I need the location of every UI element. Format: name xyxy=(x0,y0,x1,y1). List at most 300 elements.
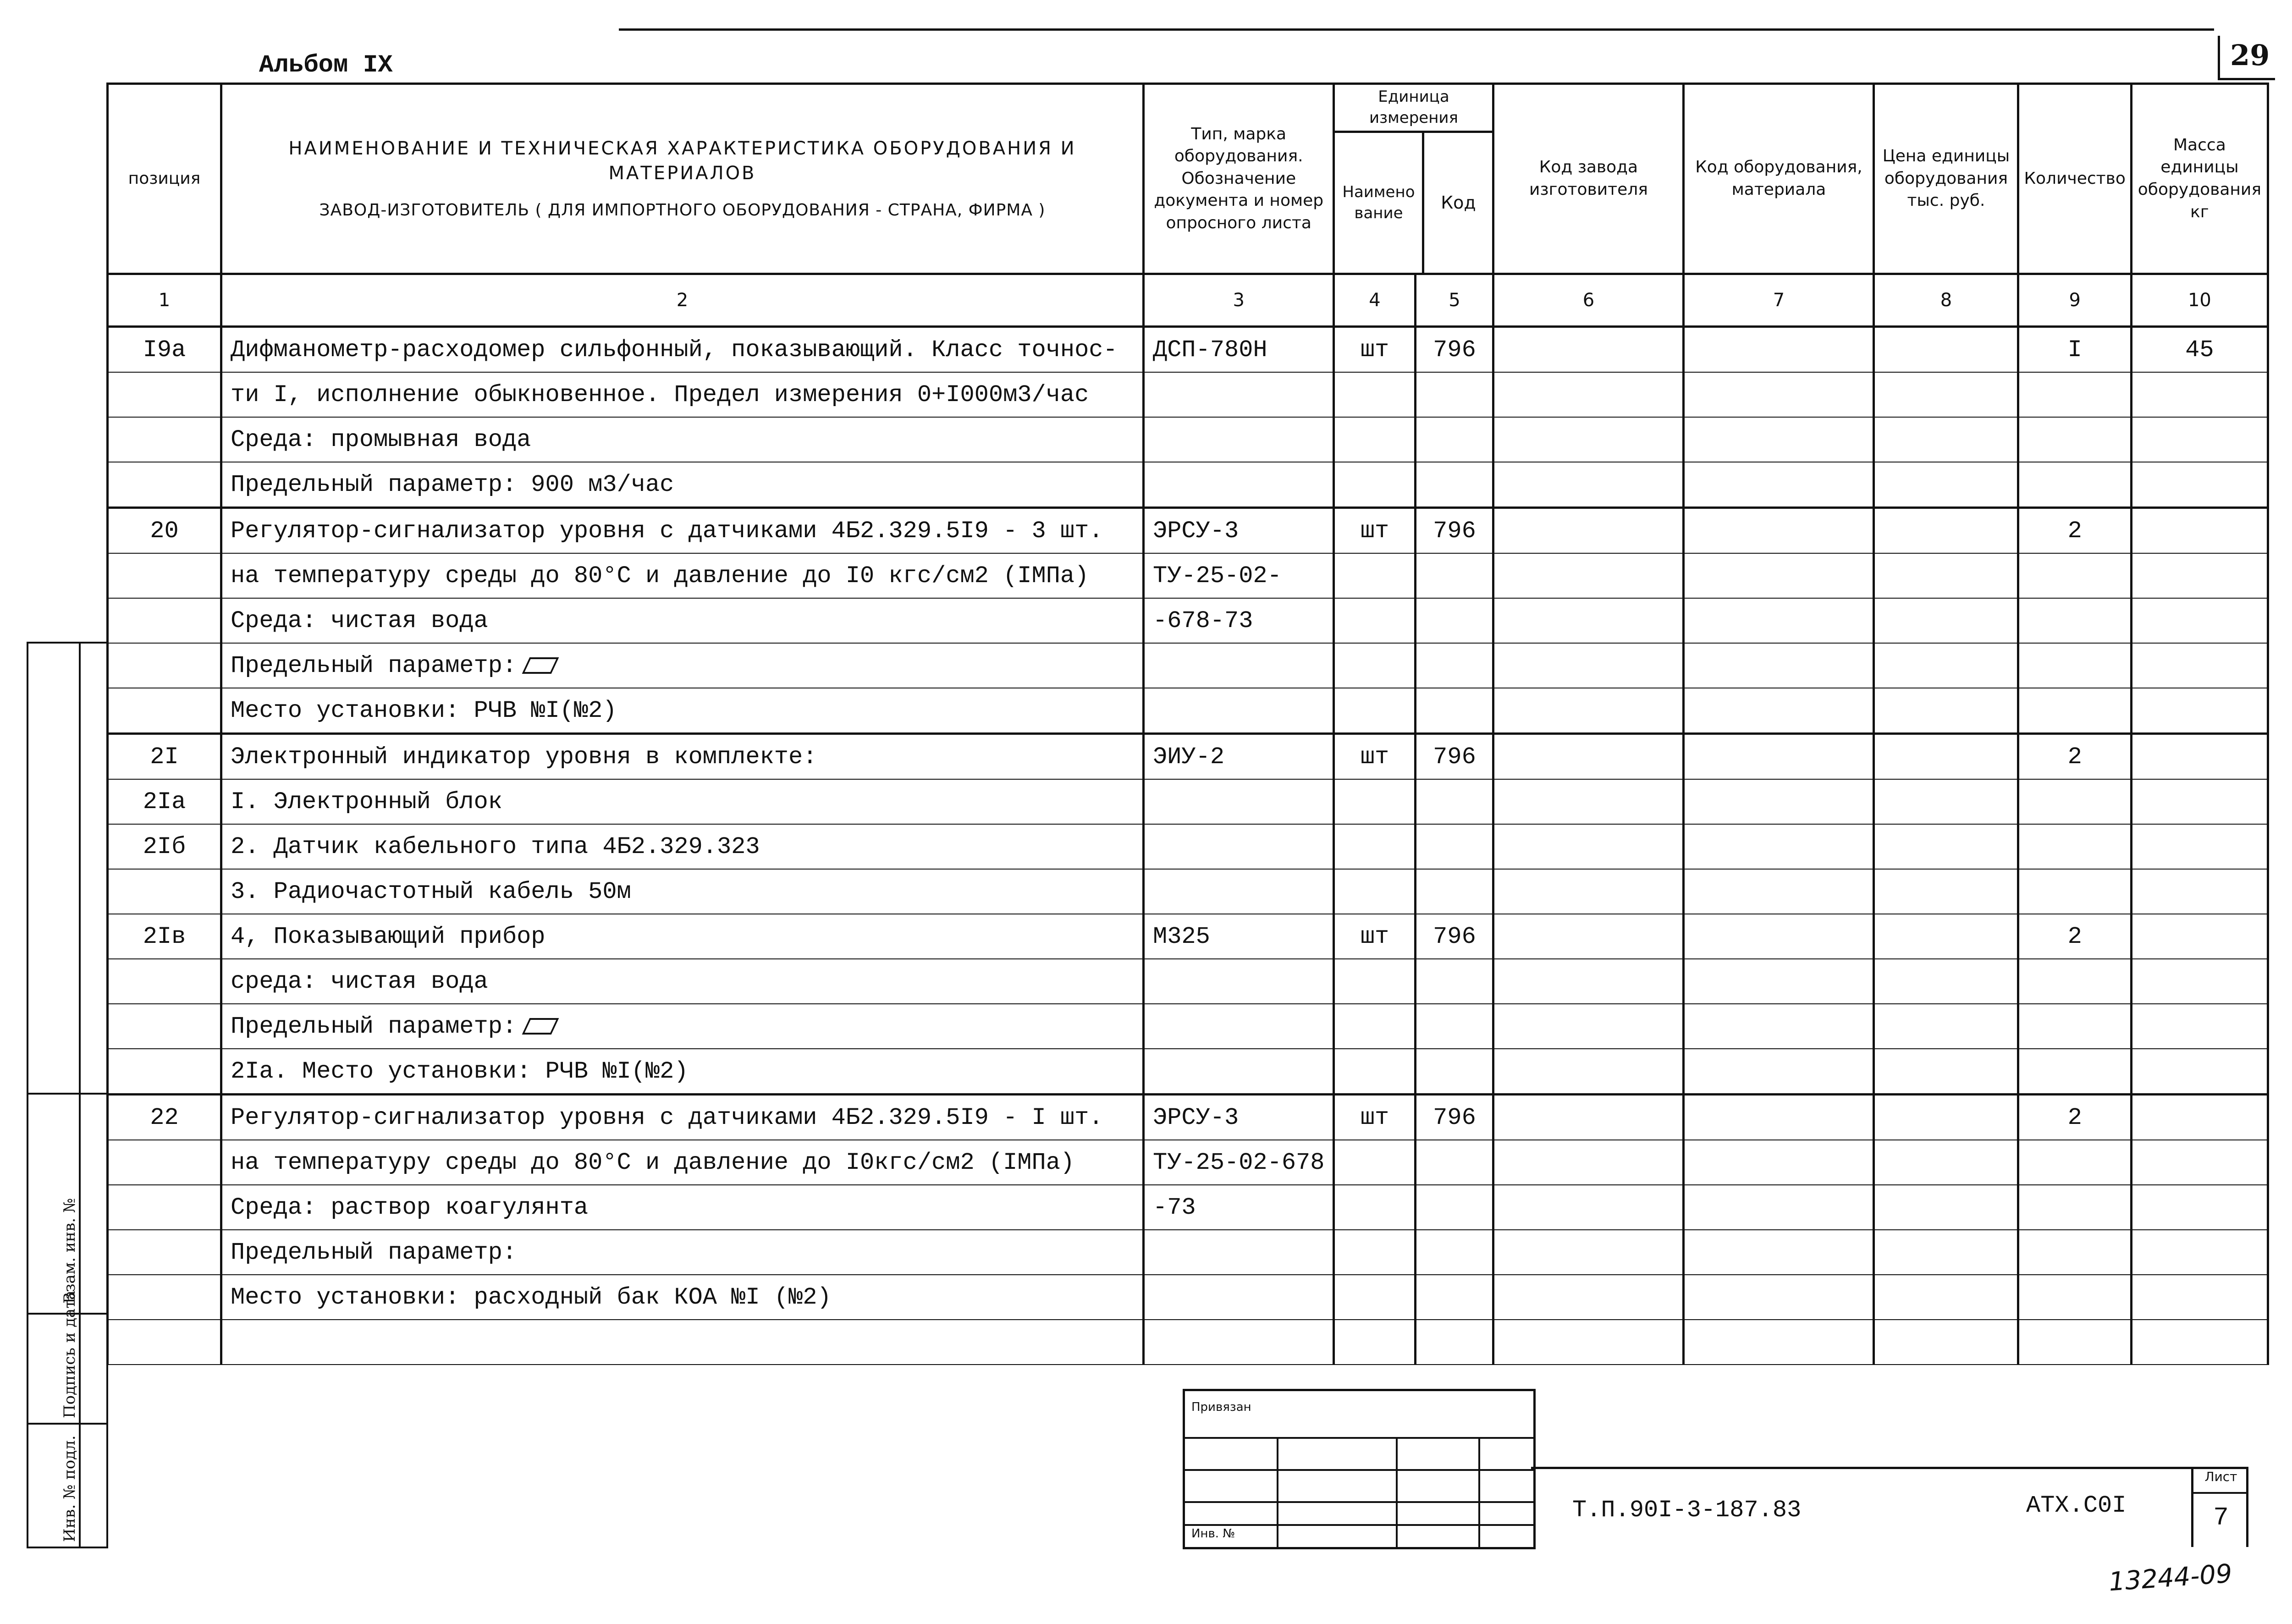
row-unit-code xyxy=(1416,779,1493,824)
row-type xyxy=(1144,1320,1334,1365)
row-unit-code xyxy=(1416,1320,1493,1365)
archive-number: 13244-09 xyxy=(2108,1558,2233,1597)
row-mass xyxy=(2131,1185,2268,1230)
row-equipment-code xyxy=(1684,959,1874,1004)
row-name: Дифманометр-расходомер сильфонный, показывающий. Класс точнос- xyxy=(221,327,1144,373)
row-name: Среда: промывная вода xyxy=(221,417,1144,462)
row-mass xyxy=(2131,734,2268,780)
row-price xyxy=(1874,734,2018,780)
row-mass xyxy=(2131,1230,2268,1275)
row-type: М325 xyxy=(1144,914,1334,959)
row-mass: 45 xyxy=(2131,327,2268,373)
top-rule xyxy=(619,28,2214,31)
document-code: Т.П.90I-3-187.83 xyxy=(1572,1497,1802,1524)
row-price xyxy=(1874,1004,2018,1049)
row-position: 20 xyxy=(108,508,221,554)
row-unit xyxy=(1334,688,1416,734)
row-position xyxy=(108,1004,221,1049)
row-unit xyxy=(1334,869,1416,914)
row-unit-code: 796 xyxy=(1416,734,1493,780)
row-mass xyxy=(2131,779,2268,824)
row-type xyxy=(1144,462,1334,508)
row-name: Предельный параметр: 900 м3/час xyxy=(221,462,1144,508)
table-row xyxy=(108,1230,2268,1275)
row-equipment-code xyxy=(1684,1095,1874,1140)
row-equipment-code xyxy=(1684,1320,1874,1365)
row-equipment-code xyxy=(1684,508,1874,554)
row-position: 2Iа xyxy=(108,779,221,824)
row-mass xyxy=(2131,688,2268,734)
row-price xyxy=(1874,824,2018,869)
row-unit xyxy=(1334,1230,1416,1275)
row-unit-code xyxy=(1416,372,1493,417)
row-name: Регулятор-сигнализатор уровня с датчиками 4Б2.329.5I9 - 3 шт. xyxy=(221,508,1144,554)
row-price xyxy=(1874,1230,2018,1275)
row-name xyxy=(221,1320,1144,1365)
row-type xyxy=(1144,869,1334,914)
row-name: Предельный параметр: xyxy=(221,1004,1144,1049)
row-equipment-code xyxy=(1684,327,1874,373)
col-number: 8 xyxy=(1874,274,2018,327)
row-position xyxy=(108,959,221,1004)
document-mark: АТХ.С0I xyxy=(2026,1492,2127,1519)
row-quantity xyxy=(2018,1185,2131,1230)
row-position: 22 xyxy=(108,1095,221,1140)
row-position xyxy=(108,462,221,508)
row-quantity: 2 xyxy=(2018,914,2131,959)
row-unit-code xyxy=(1416,598,1493,643)
table-row xyxy=(108,643,2268,688)
row-unit-code xyxy=(1416,688,1493,734)
header-unit-group xyxy=(1334,84,1493,274)
table-row xyxy=(108,327,2268,373)
row-price xyxy=(1874,643,2018,688)
row-factory-code xyxy=(1493,327,1684,373)
row-quantity xyxy=(2018,1140,2131,1185)
row-type xyxy=(1144,824,1334,869)
col-number: 4 xyxy=(1334,274,1416,327)
row-factory-code xyxy=(1493,417,1684,462)
table-row xyxy=(108,372,2268,417)
row-type xyxy=(1144,372,1334,417)
row-equipment-code xyxy=(1684,598,1874,643)
row-position xyxy=(108,1185,221,1230)
table-row xyxy=(108,824,2268,869)
table-row xyxy=(108,1049,2268,1095)
row-equipment-code xyxy=(1684,372,1874,417)
row-factory-code xyxy=(1493,734,1684,780)
specification-table xyxy=(106,83,2269,1365)
row-mass xyxy=(2131,372,2268,417)
album-title: Альбом IX xyxy=(259,51,393,79)
row-name: на температуру среды до 80°С и давление до I0 кгс/см2 (IМПа) xyxy=(221,553,1144,598)
row-name: 2. Датчик кабельного типа 4Б2.329.323 xyxy=(221,824,1144,869)
row-factory-code xyxy=(1493,959,1684,1004)
table-row xyxy=(108,959,2268,1004)
row-position xyxy=(108,1320,221,1365)
table-row xyxy=(108,508,2268,554)
row-quantity xyxy=(2018,824,2131,869)
row-unit xyxy=(1334,643,1416,688)
row-mass xyxy=(2131,417,2268,462)
table-row xyxy=(108,1275,2268,1320)
parameter-symbol-icon xyxy=(522,1018,559,1035)
col-number: 9 xyxy=(2018,274,2131,327)
row-equipment-code xyxy=(1684,1275,1874,1320)
row-equipment-code xyxy=(1684,1140,1874,1185)
row-factory-code xyxy=(1493,1140,1684,1185)
row-position xyxy=(108,1275,221,1320)
row-quantity xyxy=(2018,643,2131,688)
row-position: 2Iв xyxy=(108,914,221,959)
row-unit-code xyxy=(1416,1275,1493,1320)
table-row xyxy=(108,869,2268,914)
row-mass xyxy=(2131,1095,2268,1140)
row-factory-code xyxy=(1493,553,1684,598)
table-body xyxy=(108,327,2268,1365)
header-name xyxy=(221,84,1144,274)
binding-sidebar xyxy=(27,642,108,1548)
row-unit xyxy=(1334,462,1416,508)
header-name-line2: ЗАВОД-ИЗГОТОВИТЕЛЬ ( ДЛЯ ИМПОРТНОГО ОБОРУДОВАНИЯ - СТРАНА, ФИРМА ) xyxy=(319,200,1046,220)
row-type xyxy=(1144,1004,1334,1049)
row-quantity xyxy=(2018,688,2131,734)
row-quantity xyxy=(2018,598,2131,643)
row-quantity xyxy=(2018,1230,2131,1275)
row-equipment-code xyxy=(1684,462,1874,508)
row-factory-code xyxy=(1493,508,1684,554)
table-row xyxy=(108,1185,2268,1230)
header-row xyxy=(108,84,2268,274)
row-unit xyxy=(1334,1140,1416,1185)
row-factory-code xyxy=(1493,779,1684,824)
col-number: 1 xyxy=(108,274,221,327)
row-type: ДСП-780Н xyxy=(1144,327,1334,373)
row-name: Предельный параметр: xyxy=(221,643,1144,688)
col-number: 10 xyxy=(2131,274,2268,327)
row-equipment-code xyxy=(1684,1230,1874,1275)
row-quantity xyxy=(2018,417,2131,462)
header-quantity: Количество xyxy=(2018,84,2131,274)
row-equipment-code xyxy=(1684,824,1874,869)
row-unit xyxy=(1334,553,1416,598)
row-unit xyxy=(1334,372,1416,417)
row-type: ТУ-25-02-678 xyxy=(1144,1140,1334,1185)
row-factory-code xyxy=(1493,1095,1684,1140)
page-number-box xyxy=(2218,36,2275,80)
row-position: 2Iб xyxy=(108,824,221,869)
row-mass xyxy=(2131,643,2268,688)
row-position xyxy=(108,1140,221,1185)
row-equipment-code xyxy=(1684,688,1874,734)
row-price xyxy=(1874,327,2018,373)
row-mass xyxy=(2131,824,2268,869)
row-quantity xyxy=(2018,462,2131,508)
row-factory-code xyxy=(1493,824,1684,869)
row-mass xyxy=(2131,1049,2268,1095)
row-position xyxy=(108,553,221,598)
row-price xyxy=(1874,1140,2018,1185)
row-quantity xyxy=(2018,1049,2131,1095)
row-equipment-code xyxy=(1684,643,1874,688)
row-name: Электронный индикатор уровня в комплекте: xyxy=(221,734,1144,780)
row-position xyxy=(108,598,221,643)
row-name: среда: чистая вода xyxy=(221,959,1144,1004)
table-row xyxy=(108,779,2268,824)
col-number: 6 xyxy=(1493,274,1684,327)
row-price xyxy=(1874,688,2018,734)
row-quantity xyxy=(2018,1320,2131,1365)
row-unit-code xyxy=(1416,553,1493,598)
table-row xyxy=(108,1320,2268,1365)
row-name: Место установки: РЧВ №I(№2) xyxy=(221,688,1144,734)
row-quantity xyxy=(2018,372,2131,417)
sidebar-label-replacement: Взам. инв. № xyxy=(61,1198,79,1304)
row-price xyxy=(1874,1095,2018,1140)
header-price: Цена единицы оборудования тыс. руб. xyxy=(1874,84,2018,274)
row-factory-code xyxy=(1493,1275,1684,1320)
row-unit xyxy=(1334,598,1416,643)
header-equipment-code: Код оборудования, материала xyxy=(1684,84,1874,274)
row-quantity: 2 xyxy=(2018,1095,2131,1140)
table-row xyxy=(108,734,2268,780)
row-factory-code xyxy=(1493,869,1684,914)
row-factory-code xyxy=(1493,462,1684,508)
row-factory-code xyxy=(1493,914,1684,959)
row-quantity xyxy=(2018,959,2131,1004)
stamp-inv: Инв. № xyxy=(1191,1527,1235,1541)
table-row xyxy=(108,462,2268,508)
row-price xyxy=(1874,1049,2018,1095)
row-unit xyxy=(1334,1004,1416,1049)
row-position: 2I xyxy=(108,734,221,780)
col-number: 7 xyxy=(1684,274,1874,327)
row-unit-code xyxy=(1416,462,1493,508)
row-unit xyxy=(1334,1275,1416,1320)
row-mass xyxy=(2131,1320,2268,1365)
table-row xyxy=(108,914,2268,959)
row-name: 2Iа. Место установки: РЧВ №I(№2) xyxy=(221,1049,1144,1095)
row-type: ЭРСУ-3 xyxy=(1144,508,1334,554)
header-unit-title: Единица измерения xyxy=(1335,85,1492,133)
row-quantity xyxy=(2018,553,2131,598)
row-unit-code: 796 xyxy=(1416,327,1493,373)
row-position xyxy=(108,643,221,688)
row-equipment-code xyxy=(1684,417,1874,462)
row-name: 4, Показывающий прибор xyxy=(221,914,1144,959)
row-equipment-code xyxy=(1684,553,1874,598)
row-name: Среда: раствор коагулянта xyxy=(221,1185,1144,1230)
row-unit-code xyxy=(1416,1230,1493,1275)
row-unit-code: 796 xyxy=(1416,508,1493,554)
row-type: ТУ-25-02- xyxy=(1144,553,1334,598)
row-mass xyxy=(2131,914,2268,959)
row-price xyxy=(1874,598,2018,643)
row-mass xyxy=(2131,1275,2268,1320)
row-quantity xyxy=(2018,869,2131,914)
row-unit: шт xyxy=(1334,914,1416,959)
row-position xyxy=(108,372,221,417)
row-unit-code xyxy=(1416,1185,1493,1230)
row-type xyxy=(1144,643,1334,688)
row-quantity xyxy=(2018,1004,2131,1049)
row-factory-code xyxy=(1493,1049,1684,1095)
sidebar-label-inventory: Инв. № подл. xyxy=(61,1435,79,1542)
row-unit: шт xyxy=(1334,327,1416,373)
row-price xyxy=(1874,372,2018,417)
header-type: Тип, марка оборудования. Обозначение документа и номер опросного листа xyxy=(1144,84,1334,274)
table-row xyxy=(108,598,2268,643)
sidebar-label-signature: Подпись и дата xyxy=(61,1290,79,1418)
row-mass xyxy=(2131,1140,2268,1185)
row-factory-code xyxy=(1493,1320,1684,1365)
row-price xyxy=(1874,1320,2018,1365)
table-row xyxy=(108,553,2268,598)
row-name: Среда: чистая вода xyxy=(221,598,1144,643)
row-name: Регулятор-сигнализатор уровня с датчиками 4Б2.329.5I9 - I шт. xyxy=(221,1095,1144,1140)
document-code-box xyxy=(1531,1467,2248,1547)
row-equipment-code xyxy=(1684,1004,1874,1049)
row-factory-code xyxy=(1493,598,1684,643)
row-position xyxy=(108,688,221,734)
row-position xyxy=(108,1049,221,1095)
row-type xyxy=(1144,1275,1334,1320)
row-mass xyxy=(2131,1004,2268,1049)
row-unit xyxy=(1334,959,1416,1004)
row-unit xyxy=(1334,1185,1416,1230)
row-type xyxy=(1144,1049,1334,1095)
row-price xyxy=(1874,869,2018,914)
row-unit-code xyxy=(1416,869,1493,914)
header-name-line1: НАИМЕНОВАНИЕ И ТЕХНИЧЕСКАЯ ХАРАКТЕРИСТИКА ОБОРУДОВАНИЯ И МАТЕРИАЛОВ xyxy=(288,138,1076,184)
table-row xyxy=(108,688,2268,734)
row-name: 3. Радиочастотный кабель 50м xyxy=(221,869,1144,914)
row-position xyxy=(108,869,221,914)
row-position xyxy=(108,1230,221,1275)
row-type xyxy=(1144,779,1334,824)
row-name: на температуру среды до 80°С и давление до I0кгс/см2 (IМПа) xyxy=(221,1140,1144,1185)
row-unit-code xyxy=(1416,1140,1493,1185)
column-number-row xyxy=(108,274,2268,327)
row-price xyxy=(1874,417,2018,462)
row-unit-code xyxy=(1416,1004,1493,1049)
row-unit: шт xyxy=(1334,734,1416,780)
row-equipment-code xyxy=(1684,869,1874,914)
table-row xyxy=(108,1004,2268,1049)
row-factory-code xyxy=(1493,688,1684,734)
sheet-number: 7 xyxy=(2213,1503,2229,1532)
header-factory-code: Код завода изготовителя xyxy=(1493,84,1684,274)
row-factory-code xyxy=(1493,1185,1684,1230)
row-unit xyxy=(1334,824,1416,869)
stamp-privyazan: Привязан xyxy=(1191,1400,1251,1414)
row-price xyxy=(1874,914,2018,959)
row-quantity: I xyxy=(2018,327,2131,373)
row-mass xyxy=(2131,598,2268,643)
row-unit-code xyxy=(1416,643,1493,688)
row-quantity: 2 xyxy=(2018,508,2131,554)
col-number: 5 xyxy=(1416,274,1493,327)
row-price xyxy=(1874,779,2018,824)
row-equipment-code xyxy=(1684,914,1874,959)
title-stamp xyxy=(1183,1389,1536,1549)
row-unit xyxy=(1334,779,1416,824)
row-position: I9a xyxy=(108,327,221,373)
row-unit xyxy=(1334,417,1416,462)
page-number: 29 xyxy=(2230,39,2270,72)
row-unit xyxy=(1334,1320,1416,1365)
row-name: Место установки: расходный бак КОА №I (№2) xyxy=(221,1275,1144,1320)
row-equipment-code xyxy=(1684,1049,1874,1095)
row-unit-code: 796 xyxy=(1416,914,1493,959)
row-quantity xyxy=(2018,779,2131,824)
row-unit: шт xyxy=(1334,508,1416,554)
header-unit-code: Код xyxy=(1441,192,1476,213)
row-mass xyxy=(2131,508,2268,554)
header-position: позиция xyxy=(108,84,221,274)
row-unit: шт xyxy=(1334,1095,1416,1140)
row-type: ЭРСУ-3 xyxy=(1144,1095,1334,1140)
row-price xyxy=(1874,1275,2018,1320)
row-unit-code: 796 xyxy=(1416,1095,1493,1140)
table-row xyxy=(108,1140,2268,1185)
row-price xyxy=(1874,959,2018,1004)
row-position xyxy=(108,417,221,462)
header-unit-name: Наименование xyxy=(1335,133,1424,273)
row-unit-code xyxy=(1416,959,1493,1004)
row-unit-code xyxy=(1416,417,1493,462)
row-unit-code xyxy=(1416,824,1493,869)
row-name: ти I, исполнение обыкновенное. Предел измерения 0+I000м3/час xyxy=(221,372,1144,417)
row-type xyxy=(1144,1230,1334,1275)
row-price xyxy=(1874,553,2018,598)
row-type xyxy=(1144,959,1334,1004)
row-factory-code xyxy=(1493,1230,1684,1275)
row-name: Предельный параметр: xyxy=(221,1230,1144,1275)
row-equipment-code xyxy=(1684,734,1874,780)
table-row xyxy=(108,1095,2268,1140)
row-unit-code xyxy=(1416,1049,1493,1095)
row-factory-code xyxy=(1493,1004,1684,1049)
row-equipment-code xyxy=(1684,1185,1874,1230)
table-row xyxy=(108,417,2268,462)
row-type: -73 xyxy=(1144,1185,1334,1230)
row-quantity: 2 xyxy=(2018,734,2131,780)
row-factory-code xyxy=(1493,372,1684,417)
row-price xyxy=(1874,508,2018,554)
row-type: ЭИУ-2 xyxy=(1144,734,1334,780)
row-factory-code xyxy=(1493,643,1684,688)
header-mass: Масса единицы оборудования кг xyxy=(2131,84,2268,274)
row-mass xyxy=(2131,959,2268,1004)
row-mass xyxy=(2131,553,2268,598)
row-price xyxy=(1874,462,2018,508)
row-unit xyxy=(1334,1049,1416,1095)
row-mass xyxy=(2131,869,2268,914)
row-type xyxy=(1144,688,1334,734)
row-type xyxy=(1144,417,1334,462)
row-price xyxy=(1874,1185,2018,1230)
sheet-label: Лист xyxy=(2193,1469,2248,1494)
row-type: -678-73 xyxy=(1144,598,1334,643)
parameter-symbol-icon xyxy=(522,657,559,674)
row-mass xyxy=(2131,462,2268,508)
row-quantity xyxy=(2018,1275,2131,1320)
row-name: I. Электронный блок xyxy=(221,779,1144,824)
row-equipment-code xyxy=(1684,779,1874,824)
col-number: 2 xyxy=(221,274,1144,327)
col-number: 3 xyxy=(1144,274,1334,327)
